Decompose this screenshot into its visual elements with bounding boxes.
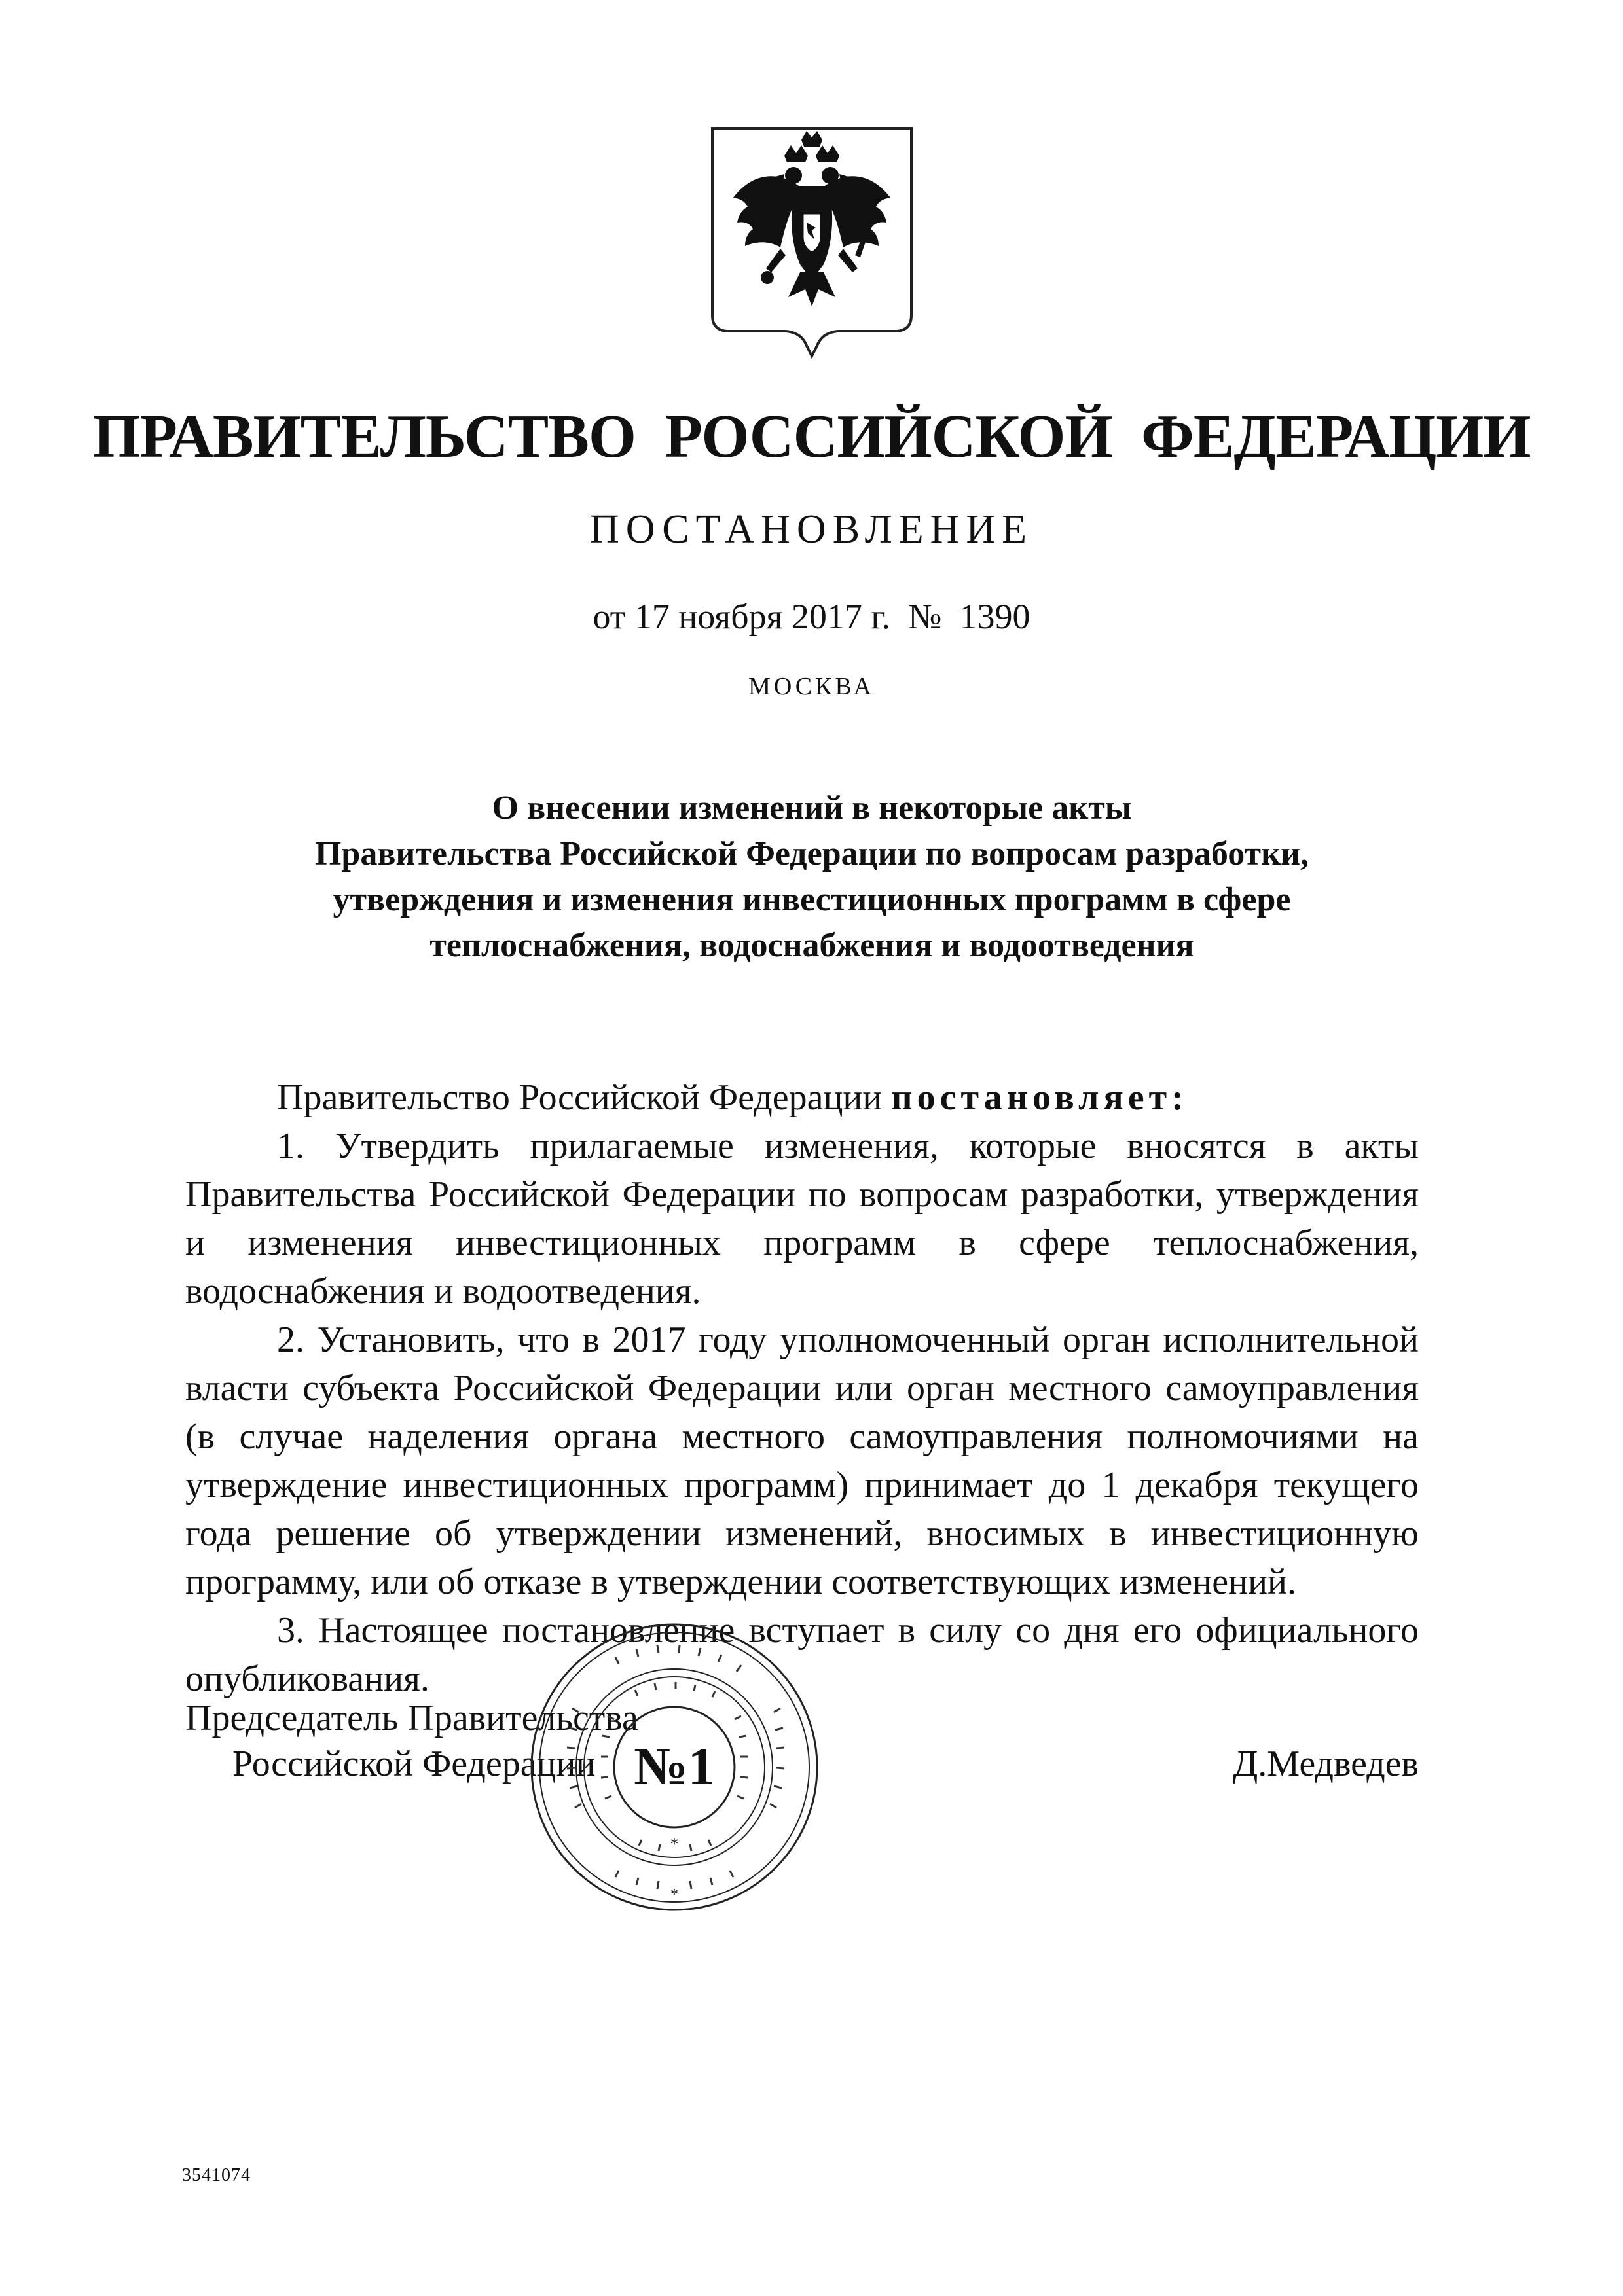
signatory-name: Д.Медведев [1233, 1744, 1419, 1784]
document-subject [170, 785, 1453, 969]
document-city: МОСКВА [748, 673, 875, 700]
preamble-verb: постановляет: [891, 1077, 1188, 1118]
preamble [185, 1073, 1419, 1122]
document-date-line [0, 599, 1623, 634]
paragraph-3: 3. Настоящее постановление вступает в силу со дня его официального опубликования. [185, 1610, 1419, 1699]
preamble-text: Правительство Российской Федерации [277, 1077, 892, 1118]
subject-line: О внесении изменений в некоторые акты [492, 789, 1132, 827]
document-type: ПОСТАНОВЛЕНИЕ [589, 507, 1034, 552]
svg-text:*: * [670, 1835, 679, 1854]
document-code: 3541074 [182, 2165, 251, 2185]
subject-line: утверждения и изменения инвестиционных программ в сфере [333, 881, 1291, 918]
paragraph-2: 2. Установить, что в 2017 году уполномоченный орган исполнительной власти субъекта Российской Федерации или орган местного самоуправления (в случае наделения органа местного самоуправления полномочиями на утверждение инвестиционных программ) принимает до 1 декабря текущего года решение об утверждении изменений, вносимых в инвестиционную программу, или об отказе в утверждении соответствующих изменений. [185, 1319, 1419, 1602]
date-prefix: от [593, 597, 626, 636]
paragraph-1: 1. Утвердить прилагаемые изменения, которые вносятся в акты Правительства Российской Федерации по вопросам разработки, утверждения и изменения инвестиционных программ в сфере теплоснабжения, водоснабжения и водоотведения. [185, 1126, 1419, 1312]
document-date: 17 ноября 2017 г. [634, 597, 890, 636]
organization-title: ПРАВИТЕЛЬСТВО РОССИЙСКОЙ ФЕДЕРАЦИИ [92, 403, 1531, 471]
seal-number: №1 [634, 1736, 715, 1796]
coat-of-arms-emblem [707, 126, 917, 361]
subject-line: теплоснабжения, водоснабжения и водоотведения [429, 927, 1194, 964]
document-body [185, 1073, 1419, 1703]
subject-line: Правительства Российской Федерации по вопросам разработки, [314, 835, 1309, 872]
signatory-title-line-2: Российской Федерации [232, 1744, 596, 1784]
document-number: 1390 [959, 597, 1030, 636]
official-seal-stamp [524, 1617, 825, 1918]
signatory-title-line-1: Председатель Правительства [185, 1698, 638, 1738]
number-sign: № [907, 597, 942, 636]
svg-text:*: * [670, 1886, 678, 1903]
